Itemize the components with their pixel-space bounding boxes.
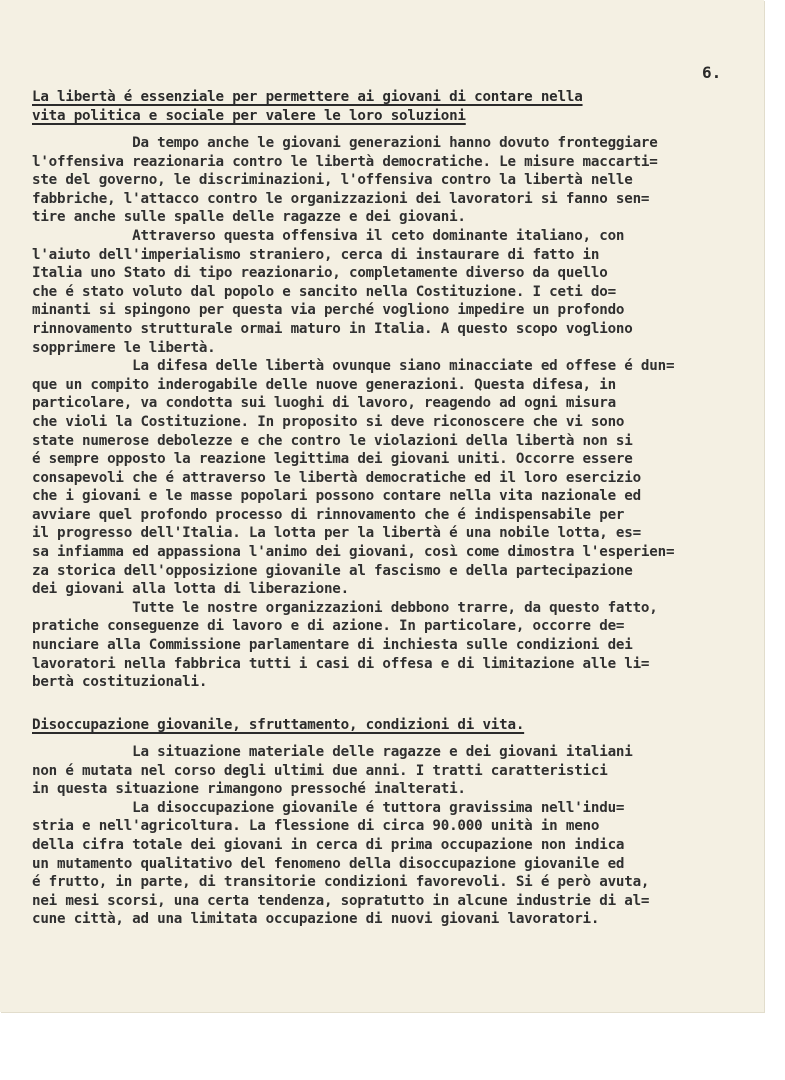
text-line: che i giovani e le masse popolari possono contare nella vita nazionale ed [32,488,641,505]
text-line: ste del governo, le discriminazioni, l'offensiva contro la libertà nelle [32,172,633,189]
page-number: 6. [702,63,722,82]
text-line: che é stato voluto dal popolo e sancito nella Costituzione. I ceti do= [32,283,616,300]
text-line: stria e nell'agricoltura. La flessione di circa 90.000 unità in meno [32,818,600,835]
text-line: Tutte le nostre organizzazioni debbono trarre, da questo fatto, [32,599,658,616]
text-line: Italia uno Stato di tipo reazionario, completamente diverso da quello [32,265,608,282]
text-line: que un compito inderogabile delle nuove generazioni. Questa difesa, in [32,376,616,393]
text-line: l'aiuto dell'imperialismo straniero, cerca di instaurare di fatto in [32,246,600,263]
text-line: é frutto, in parte, di transitorie condizioni favorevoli. Si é però avuta, [32,874,650,891]
text-line: nei mesi scorsi, una certa tendenza, sopratutto in alcune industrie di al= [32,892,650,909]
text-line: fabbriche, l'attacco contro le organizzazioni dei lavoratori si fanno sen= [32,190,650,207]
section-heading-disoccupazione [32,716,732,735]
text-line: sopprimere le libertà. [32,339,216,356]
section-heading-liberta [32,88,732,125]
text-line: Attraverso questa offensiva il ceto dominante italiano, con [32,227,625,244]
text-line: cune città, ad una limitata occupazione di nuovi giovani lavoratori. [32,911,600,928]
section-body-liberta [32,134,732,692]
section-body-disoccupazione [32,743,732,929]
text-line: Da tempo anche le giovani generazioni hanno dovuto fronteggiare [32,135,658,151]
text-line: La disoccupazione giovanile é tuttora gravissima nell'indu= [32,799,625,816]
text-line: nunciare alla Commissione parlamentare di inchiesta sulle condizioni dei [32,637,633,654]
text-line: non é mutata nel corso degli ultimi due anni. I tratti caratteristici [32,762,608,779]
text-line: minanti si spingono per questa via perché vogliono impedire un profondo [32,302,625,319]
text-line: particolare, va condotta sui luoghi di lavoro, reagendo ad ogni misura [32,395,616,412]
heading-line: vita politica e sociale per valere le loro soluzioni [32,107,466,124]
text-line: é sempre opposto la reazione legittima dei giovani uniti. Occorre essere [32,451,633,468]
text-line: sa infiamma ed appassiona l'animo dei giovani, così come dimostra l'esperien= [32,544,675,561]
text-line: tire anche sulle spalle delle ragazze e dei giovani. [32,209,466,226]
text-line: consapevoli che é attraverso le libertà democratiche ed il loro esercizio [32,469,641,486]
text-line: lavoratori nella fabbrica tutti i casi di offesa e di limitazione alle li= [32,655,650,672]
text-line: state numerose debolezze e che contro le violazioni della libertà non si [32,432,633,449]
text-line: za storica dell'opposizione giovanile al fascismo e della partecipazione [32,562,633,579]
text-line: il progresso dell'Italia. La lotta per la libertà é una nobile lotta, es= [32,525,641,542]
text-line: La situazione materiale delle ragazze e dei giovani italiani [32,744,633,760]
text-line: che violi la Costituzione. In proposito si deve riconoscere che vi sono [32,413,625,430]
text-line: della cifra totale dei giovani in cerca di prima occupazione non indica [32,836,625,853]
text-line: in questa situazione rimangono pressoché inalterati. [32,781,466,798]
text-line: bertà costituzionali. [32,674,208,691]
heading-line: La libertà é essenziale per permettere ai giovani di contare nella [32,89,583,105]
text-line: un mutamento qualitativo del fenomeno della disoccupazione giovanile ed [32,855,625,872]
text-line: dei giovani alla lotta di liberazione. [32,581,349,598]
text-line: rinnovamento strutturale ormai maturo in Italia. A questo scopo vogliono [32,320,633,337]
text-line: La difesa delle libertà ovunque siano minacciate ed offese é dun= [32,358,675,375]
text-line: l'offensiva reazionaria contro le libertà democratiche. Le misure maccarti= [32,153,658,170]
text-line: avviare quel profondo processo di rinnovamento che é indispensabile per [32,506,625,523]
text-line: pratiche conseguenze di lavoro e di azione. In particolare, occorre de= [32,618,625,635]
heading-line: Disoccupazione giovanile, sfruttamento, condizioni di vita. [32,717,525,733]
